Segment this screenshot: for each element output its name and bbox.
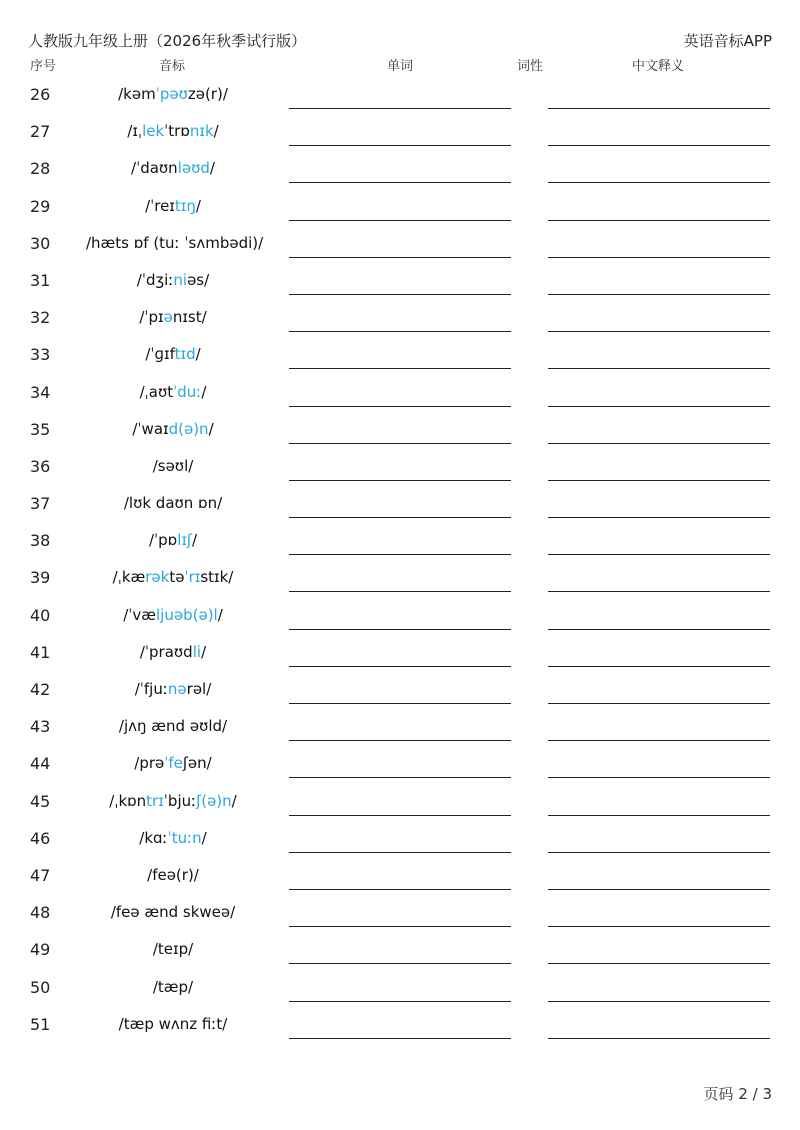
meaning-answer-line[interactable] — [548, 815, 770, 816]
highlighted-syllable: lek — [142, 122, 165, 141]
phonetic-segment: zə(r)/ — [187, 85, 228, 103]
meaning-answer-line[interactable] — [548, 926, 770, 927]
table-row — [0, 745, 800, 782]
phonetic-transcription — [86, 383, 260, 401]
phonetic-segment: /ˈdaʊn — [131, 159, 178, 178]
highlighted-syllable: rək — [145, 568, 170, 587]
phonetic-segment: /ˌkɒn — [109, 791, 147, 810]
phonetic-segment: /feə ænd skweə/ — [110, 903, 236, 922]
phonetic-segment: /ˌkæ — [112, 568, 146, 587]
row-number: 27 — [30, 122, 51, 142]
phonetic-segment: ˈtrɒ — [164, 122, 190, 141]
highlighted-syllable: lɪʃ — [177, 531, 192, 550]
phonetic-segment: stɪk/ — [200, 568, 234, 587]
table-row — [0, 76, 800, 113]
phonetic-segment: /ˈreɪ — [145, 196, 175, 215]
meaning-answer-line[interactable] — [548, 406, 770, 407]
phonetic-transcription — [86, 754, 260, 772]
phonetic-segment: /lʊk daʊn ɒn/ — [123, 494, 223, 513]
meaning-answer-line[interactable] — [548, 331, 770, 332]
highlighted-syllable: ˈtuːn — [167, 828, 202, 847]
phonetic-transcription — [86, 531, 260, 549]
row-number: 29 — [30, 196, 51, 216]
row-number: 30 — [30, 233, 51, 253]
meaning-answer-line[interactable] — [548, 1038, 770, 1039]
phonetic-transcription — [86, 903, 260, 921]
phonetic-segment: /jʌŋ ænd əʊld/ — [118, 717, 228, 736]
word-answer-line[interactable] — [289, 666, 511, 667]
word-answer-line[interactable] — [289, 629, 511, 630]
row-number: 31 — [30, 270, 51, 290]
phonetic-transcription — [86, 85, 260, 103]
row-number: 46 — [30, 828, 51, 848]
phonetic-segment: ˈbjuː — [163, 791, 197, 810]
row-number: 26 — [30, 85, 51, 104]
column-header-number: 序号 — [30, 59, 57, 74]
document-title: 人教版九年级上册（2026年秋季试行版） — [28, 32, 307, 50]
phonetic-segment: rəl/ — [186, 680, 212, 698]
row-number: 50 — [30, 977, 51, 997]
row-number: 44 — [30, 754, 51, 774]
table-row — [0, 150, 800, 187]
word-answer-line[interactable] — [289, 889, 511, 890]
phonetic-segment: /tæp wʌnz fiːt/ — [118, 1014, 228, 1033]
phonetic-transcription — [86, 829, 260, 847]
meaning-answer-line[interactable] — [548, 703, 770, 704]
table-row — [0, 559, 800, 596]
phonetic-segment: /ˈpɒ — [148, 531, 178, 550]
column-header-meaning: 中文释义 — [632, 59, 685, 74]
highlighted-syllable: tɪŋ — [174, 196, 196, 215]
app-name: 英语音标APP — [683, 32, 772, 50]
highlighted-syllable: ljuəb(ə)l — [156, 605, 218, 624]
row-number: 49 — [30, 940, 51, 960]
table-row — [0, 299, 800, 336]
table-row — [0, 857, 800, 894]
phonetic-transcription — [86, 978, 260, 996]
word-answer-line[interactable] — [289, 554, 511, 555]
meaning-answer-line[interactable] — [548, 108, 770, 109]
word-answer-line[interactable] — [289, 220, 511, 221]
phonetic-segment: / — [213, 122, 219, 141]
meaning-answer-line[interactable] — [548, 257, 770, 258]
highlighted-syllable: ˈfe — [164, 754, 183, 773]
meaning-answer-line[interactable] — [548, 666, 770, 667]
word-answer-line[interactable] — [289, 480, 511, 481]
phonetic-segment: / — [217, 605, 223, 624]
table-row — [0, 188, 800, 225]
highlighted-syllable: ləʊd — [177, 159, 210, 178]
row-number: 33 — [30, 345, 51, 365]
meaning-answer-line[interactable] — [548, 480, 770, 481]
phonetic-segment: /səʊl/ — [152, 456, 194, 475]
meaning-answer-line[interactable] — [548, 182, 770, 183]
table-row — [0, 634, 800, 671]
meaning-answer-line[interactable] — [548, 517, 770, 518]
highlighted-syllable: ə — [163, 308, 173, 327]
row-number: 28 — [30, 159, 51, 179]
phonetic-transcription — [86, 345, 260, 363]
meaning-answer-line[interactable] — [548, 368, 770, 369]
phonetic-segment: ʃən/ — [182, 754, 212, 773]
table-row — [0, 708, 800, 745]
phonetic-segment: / — [195, 196, 201, 215]
phonetic-transcription — [86, 643, 260, 661]
phonetic-segment: /ˈdʒiː — [136, 270, 174, 289]
row-number: 37 — [30, 494, 51, 514]
highlighted-syllable: ˈduː — [173, 382, 202, 401]
table-row — [0, 931, 800, 968]
row-number: 35 — [30, 419, 51, 439]
phonetic-transcription — [86, 457, 260, 475]
phonetic-segment: /feə(r)/ — [147, 865, 199, 884]
highlighted-syllable: tɪd — [174, 345, 196, 364]
table-row — [0, 225, 800, 262]
phonetic-segment: /ˈvæ — [123, 605, 157, 624]
highlighted-syllable: trɪ — [146, 791, 164, 810]
row-number: 39 — [30, 568, 51, 588]
phonetic-segment: / — [201, 642, 207, 661]
phonetic-transcription — [86, 233, 264, 252]
phonetic-segment: / — [209, 159, 215, 178]
phonetic-transcription — [86, 122, 260, 140]
meaning-answer-line[interactable] — [548, 889, 770, 890]
phonetic-segment: /ˈfjuː — [134, 680, 168, 698]
phonetic-segment: /ˈɡɪf — [145, 345, 175, 364]
meaning-answer-line[interactable] — [548, 294, 770, 295]
word-answer-line[interactable] — [289, 963, 511, 964]
column-header-row — [0, 55, 800, 73]
phonetic-segment: /tæp/ — [152, 977, 194, 996]
phonetic-transcription — [86, 308, 260, 326]
phonetic-transcription — [86, 866, 260, 884]
column-header-word: 单词 — [387, 59, 414, 74]
phonetic-segment: /hæts ɒf (tuː ˈsʌmbədi)/ — [86, 233, 264, 252]
word-answer-line[interactable] — [289, 1001, 511, 1002]
phonetic-segment: / — [231, 791, 237, 810]
phonetic-segment: /prə — [134, 754, 165, 773]
phonetic-segment: /ˈpraʊd — [139, 642, 193, 661]
phonetic-segment: / — [201, 382, 207, 401]
word-answer-line[interactable] — [289, 257, 511, 258]
word-answer-line[interactable] — [289, 294, 511, 295]
word-answer-line[interactable] — [289, 591, 511, 592]
highlighted-syllable: ʃ(ə)n — [196, 791, 232, 810]
phonetic-segment: /teɪp/ — [152, 940, 194, 959]
meaning-answer-line[interactable] — [548, 740, 770, 741]
phonetic-segment: /kɑː — [139, 828, 168, 847]
phonetic-segment: / — [191, 531, 198, 550]
phonetic-transcription — [86, 940, 260, 958]
phonetic-transcription — [86, 159, 260, 177]
meaning-answer-line[interactable] — [548, 963, 770, 964]
column-header-phonetic: 音标 — [159, 59, 186, 74]
meaning-answer-line[interactable] — [548, 220, 770, 221]
meaning-answer-line[interactable] — [548, 554, 770, 555]
table-row — [0, 113, 800, 150]
table-row — [0, 336, 800, 373]
row-number: 41 — [30, 642, 51, 662]
word-answer-line[interactable] — [289, 443, 511, 444]
row-number: 32 — [30, 308, 51, 328]
phonetic-transcription — [86, 606, 260, 624]
word-answer-line[interactable] — [289, 815, 511, 816]
row-number: 51 — [30, 1014, 51, 1034]
meaning-answer-line[interactable] — [548, 777, 770, 778]
table-row — [0, 522, 800, 559]
highlighted-syllable: ˈpəʊ — [155, 85, 188, 103]
word-answer-line[interactable] — [289, 406, 511, 407]
table-row — [0, 262, 800, 299]
phonetic-segment: /ˈwaɪ — [132, 419, 169, 438]
word-answer-line[interactable] — [289, 703, 511, 704]
phonetic-transcription — [86, 197, 260, 215]
meaning-answer-line[interactable] — [548, 1001, 770, 1002]
phonetic-segment: / — [195, 345, 201, 364]
table-row — [0, 448, 800, 485]
row-number: 48 — [30, 903, 51, 923]
row-number: 34 — [30, 382, 51, 402]
phonetic-transcription — [86, 680, 260, 698]
row-number: 40 — [30, 605, 51, 625]
row-number: 45 — [30, 791, 51, 811]
meaning-answer-line[interactable] — [548, 852, 770, 853]
phonetic-segment: / — [208, 419, 214, 438]
phonetic-segment: /ɪˌ — [127, 122, 143, 141]
row-number: 42 — [30, 680, 51, 699]
phonetic-transcription — [86, 1015, 260, 1033]
word-answer-line[interactable] — [289, 517, 511, 518]
row-number: 38 — [30, 531, 51, 551]
row-number: 36 — [30, 456, 51, 476]
meaning-answer-line[interactable] — [548, 145, 770, 146]
highlighted-syllable: li — [192, 642, 202, 661]
word-answer-line[interactable] — [289, 852, 511, 853]
table-row — [0, 894, 800, 931]
table-row — [0, 597, 800, 634]
row-number: 43 — [30, 717, 51, 737]
meaning-answer-line[interactable] — [548, 629, 770, 630]
table-row — [0, 411, 800, 448]
word-answer-line[interactable] — [289, 777, 511, 778]
table-row — [0, 671, 800, 708]
table-row — [0, 820, 800, 857]
meaning-answer-line[interactable] — [548, 591, 770, 592]
word-answer-line[interactable] — [289, 740, 511, 741]
phonetic-transcription — [86, 494, 260, 512]
word-answer-line[interactable] — [289, 108, 511, 109]
phonetic-transcription — [86, 792, 260, 810]
word-answer-line[interactable] — [289, 926, 511, 927]
table-row — [0, 969, 800, 1006]
phonetic-transcription — [86, 420, 260, 438]
word-answer-line[interactable] — [289, 145, 511, 146]
worksheet-rows — [0, 76, 800, 1043]
table-row — [0, 485, 800, 522]
word-answer-line[interactable] — [289, 331, 511, 332]
word-answer-line[interactable] — [289, 1038, 511, 1039]
phonetic-segment: /kəm — [118, 85, 156, 103]
row-number: 47 — [30, 865, 51, 885]
phonetic-segment: /ˌaʊt — [139, 382, 174, 401]
phonetic-segment: əs/ — [187, 270, 210, 289]
phonetic-transcription — [86, 717, 260, 735]
phonetic-segment: /ˈpɪ — [139, 308, 164, 327]
highlighted-syllable: nə — [167, 680, 187, 698]
phonetic-segment: / — [201, 828, 207, 847]
phonetic-transcription — [86, 568, 260, 586]
table-row — [0, 1006, 800, 1043]
word-answer-line[interactable] — [289, 368, 511, 369]
highlighted-syllable: d(ə)n — [168, 419, 209, 438]
highlighted-syllable: nɪk — [189, 122, 214, 141]
meaning-answer-line[interactable] — [548, 443, 770, 444]
phonetic-transcription — [86, 271, 260, 289]
column-header-part-of-speech: 词性 — [517, 59, 544, 74]
highlighted-syllable: ˈrɪ — [184, 568, 201, 587]
table-row — [0, 783, 800, 820]
phonetic-segment: tə — [169, 568, 185, 587]
table-row — [0, 374, 800, 411]
word-answer-line[interactable] — [289, 182, 511, 183]
page-number: 页码 2 / 3 — [703, 1085, 772, 1103]
phonetic-segment: nɪst/ — [172, 308, 207, 327]
highlighted-syllable: ni — [173, 270, 188, 289]
